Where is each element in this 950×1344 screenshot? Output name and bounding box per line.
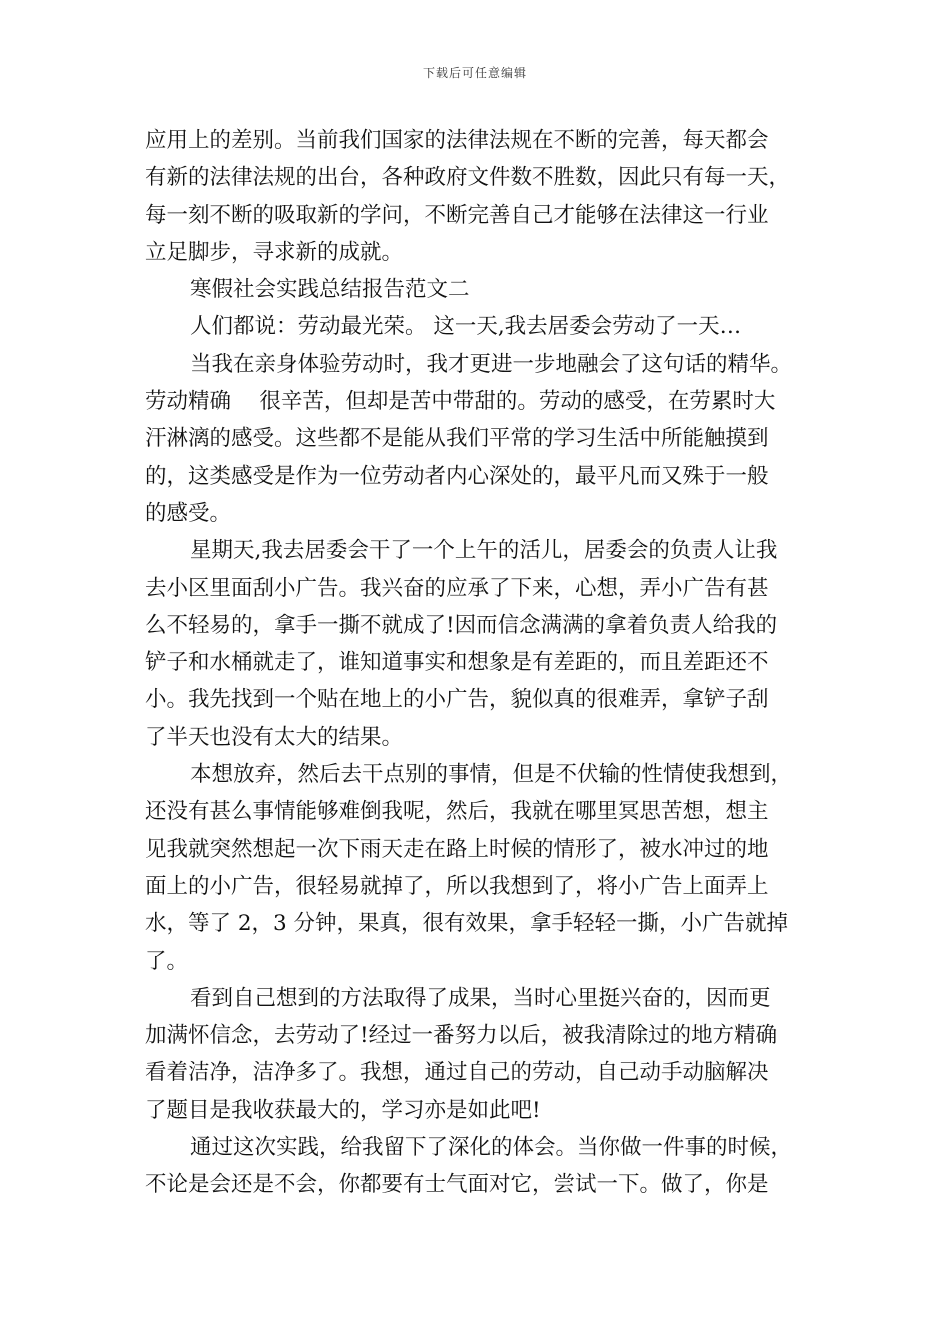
text-line: 面上的小广告，很轻易就掉了，所以我想到了，将小广告上面弄上 [145,873,769,899]
text-line: 还没有甚么事情能够难倒我呢，然后，我就在哪里冥思苦想，想主 [145,799,769,825]
text-line: 当我在亲身体验劳动时，我才更进一步地融会了这句话的精华。 [190,351,793,377]
text-line: 看着洁净，洁净多了。我想，通过自己的劳动，自己动手动脑解决 [145,1060,769,1086]
text-line: 看到自己想到的方法取得了成果，当时心里挺兴奋的，因而更 [190,985,771,1011]
text-line: 去小区里面刮小广告。我兴奋的应承了下来，心想，弄小广告有甚 [145,575,769,601]
text-line: 的，这类感受是作为一位劳动者内心深处的，最平凡而又殊于一般 [145,463,769,489]
text-line: 寒假社会实践总结报告范文二 [190,277,470,303]
text-line: 不论是会还是不会，你都要有士气面对它，尝试一下。做了，你是 [145,1172,769,1198]
text-line: 应用上的差别。当前我们国家的法律法规在不断的完善，每天都会 [145,128,769,153]
text-line: 的感受。 [145,500,232,526]
text-line: 了半天也没有太大的结果。 [145,724,404,750]
text-line: 星期天,我去居委会干了一个上午的活儿，居委会的负责人让我 [190,538,778,564]
text-line: 铲子和水桶就走了，谁知道事实和想象是有差距的，而且差距还不 [145,650,769,676]
text-line: 本想放弃，然后去干点别的事情，但是不伏输的性情使我想到， [190,762,793,788]
text-line: 加满怀信念，去劳动了!经过一番努力以后，被我清除过的地方精确 [145,1023,778,1049]
document-body [145,122,815,1204]
text-line: 了题目是我收获最大的，学习亦是如此吧! [145,1097,541,1123]
text-line: 劳动精确 很辛苦，但却是苦中带甜的。劳动的感受，在劳累时大 [145,389,776,415]
text-line: 小。我先找到一个贴在地上的小广告，貌似真的很难弄，拿铲子刮 [145,687,769,713]
text-line: 了。 [145,948,189,974]
text-line: 么不轻易的，拿手一撕不就成了!因而信念满满的拿着负责人给我的 [145,612,778,638]
text-line: 每一刻不断的吸取新的学问，不断完善自己才能够在法律这一行业 [145,202,769,228]
text-line: 水，等了 2，3 分钟，果真，很有效果，拿手轻轻一撕，小广告就掉 [145,911,789,937]
text-line: 见我就突然想起一次下雨天走在路上时候的情形了，被水冲过的地 [145,836,769,862]
text-line: 有新的法律法规的出台，各种政府文件数不胜数，因此只有每一天， [145,165,791,191]
text-line: 人们都说：劳动最光荣。 这一天,我去居委会劳动了一天… [190,314,742,340]
page-header-note: 下载后可任意编辑 [422,66,527,80]
text-line: 汗淋漓的感受。这些都不是能从我们平常的学习生活中所能触摸到 [145,426,769,452]
text-line: 通过这次实践，给我留下了深化的体会。当你做一件事的时候， [190,1135,793,1161]
text-line: 立足脚步，寻求新的成就。 [145,239,404,265]
